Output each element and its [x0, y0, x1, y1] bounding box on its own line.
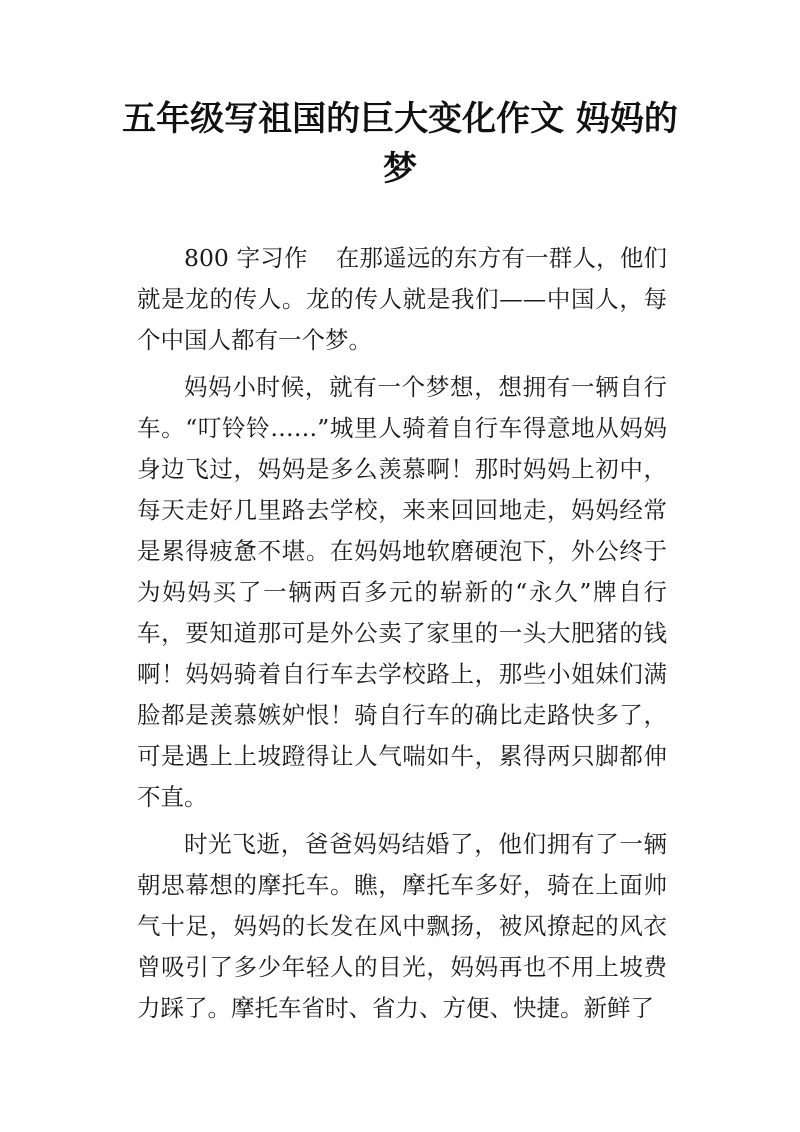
- title-line-1: 五年级写祖国的巨大变化作文 妈妈的: [122, 99, 678, 139]
- essay-paragraph-1: [137, 238, 667, 361]
- paragraph-3-text: 时光飞逝，爸爸妈妈结婚了，他们拥有了一辆朝思幕想的摩托车。瞧，摩托车多好，骑在上面帅气十足，妈妈的长发在风中飘扬，被风撩起的风衣曾吸引了多少年轻人的目光，妈妈再也不用上坡费力踩了。摩托车省时、省力、方便、快捷。新鲜了: [137, 830, 667, 1022]
- essay-paragraph-2: [137, 367, 667, 818]
- document-title: [120, 94, 680, 194]
- essay-lead-label: 800 字习作: [184, 244, 308, 272]
- title-line-2: 梦: [383, 149, 417, 189]
- essay-paragraph-3: [137, 824, 667, 1029]
- paragraph-2-text: 妈妈小时候，就有一个梦想，想拥有一辆自行车。“叮铃铃……”城里人骑着自行车得意地从妈妈身边飞过，妈妈是多么羡慕啊！那时妈妈上初中，每天走好几里路去学校，来来回回地走，妈妈经常是累得疲惫不堪。在妈妈地软磨硬泡下，外公终于为妈妈买了一辆两百多元的崭新的“永久”牌自行车，要知道那可是外公卖了家里的一头大肥猪的钱啊！妈妈骑着自行车去学校路上，那些小姐妹们满脸都是羡慕嫉妒恨！骑自行车的确比走路快多了，可是遇上上坡蹬得让人气喘如牛，累得两只脚都伸不直。: [137, 373, 667, 811]
- essay-body: [137, 238, 667, 1035]
- paragraph-1-text: 在那遥远的东方有一群人，他们就是龙的传人。龙的传人就是我们——中国人，每个中国人都有一个梦。: [137, 244, 667, 354]
